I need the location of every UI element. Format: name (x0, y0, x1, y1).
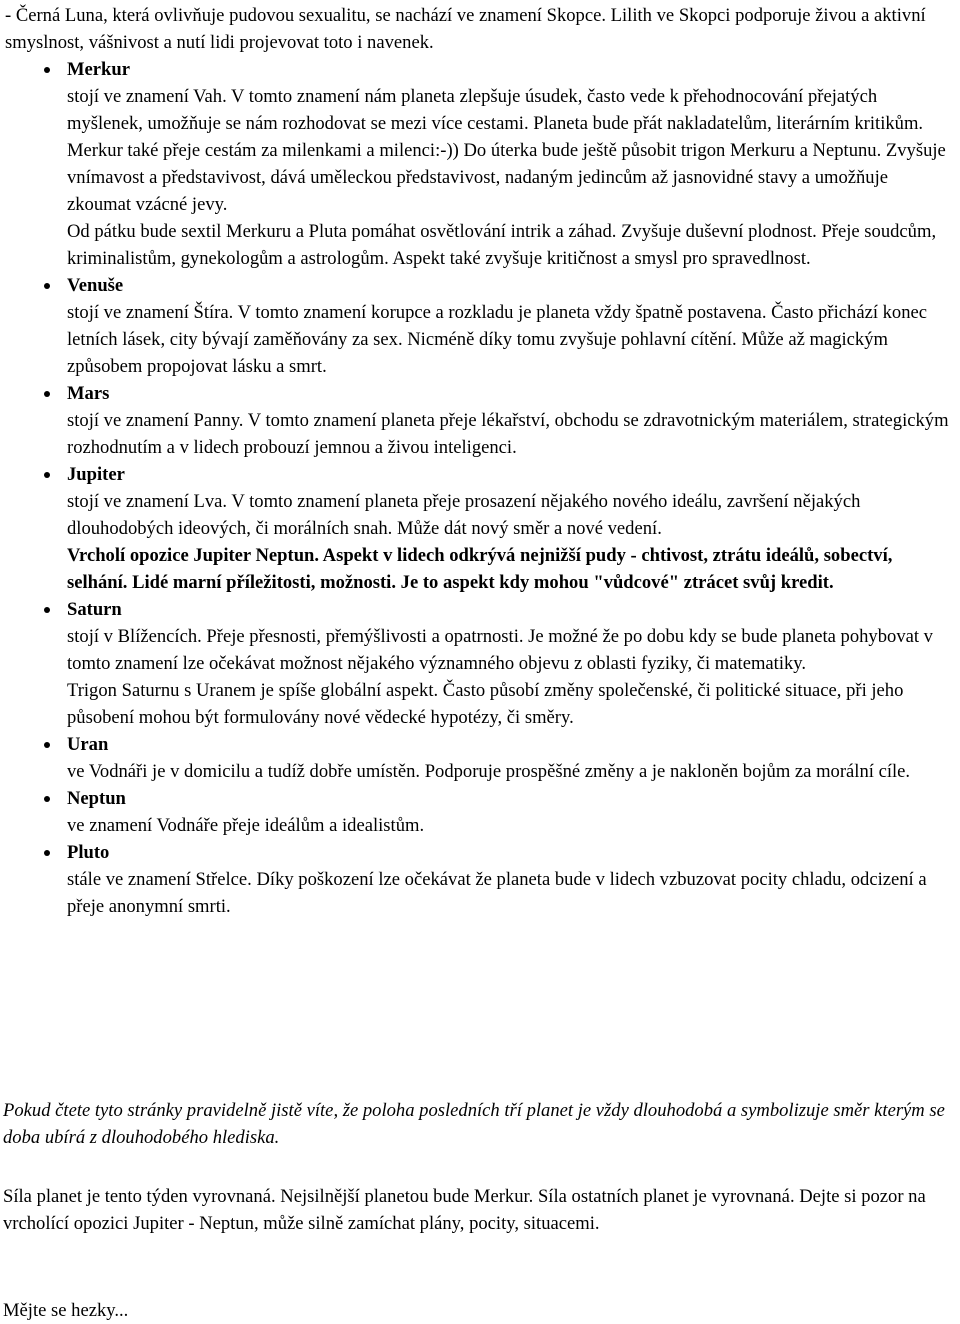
planet-item-mars (0, 380, 960, 461)
planet-name: Uran (67, 734, 109, 755)
bullet-icon (44, 742, 50, 748)
closing-line: Mějte se hezky... (3, 1300, 129, 1321)
bullet-icon (44, 850, 50, 856)
planet-description: stojí ve znamení Vah. V tomto znamení nám planeta zlepšuje úsudek, často vede k přehodnocování přejatých myšlenek, umožňuje se nám rozhodovat se mezi více cestami. Planeta bude přát nakladatelům, literárním kritikům. Merkur také přeje cestám za milenkami a milenci:-)) Do úterka bude ještě působit trigon Merkuru a Neptunu. Zvyšuje vnímavost a představivost, dává uměleckou představivost, nadaným jedincům až jasnovidné stavy a umožňuje zkoumat vzácné jevy. (67, 86, 946, 215)
planet-name: Jupiter (67, 464, 125, 485)
planet-list (0, 56, 960, 920)
planet-item-pluto (0, 839, 960, 920)
planet-item-venuse (0, 272, 960, 380)
planet-description: stojí ve znamení Panny. V tomto znamení planeta přeje lékařství, obchodu se zdravotnickým materiálem, strategickým rozhodnutím a v lidech probouzí jemnou a živou inteligenci. (67, 410, 949, 458)
planet-description: ve Vodnáři je v domicilu a tudíž dobře umístěn. Podporuje prospěšné změny a je nakloněn bojům za morální cíle. (67, 761, 911, 782)
planet-description: stojí ve znamení Štíra. V tomto znamení korupce a rozkladu je planeta vždy špatně postavena. Často přichází konec letních lásek, city bývají zaměňovány za sex. Nicméně díky tomu zvyšuje pohlavní cítění. Může až magickým způsobem propojovat lásku a smrt. (67, 302, 928, 377)
planet-description: stojí v Blížencích. Přeje přesnosti, přemýšlivosti a opatrnosti. Je možné že po dobu kdy se bude planeta pohybovat v tomto znamení lze očekávat možnost nějakého významného objevu z oblasti fyziky, či matematiky. (67, 626, 933, 674)
bullet-icon (44, 607, 50, 613)
bullet-icon (44, 391, 50, 397)
planet-item-jupiter (0, 461, 960, 596)
planet-description: ve znamení Vodnáře přeje ideálům a idealistům. (67, 815, 425, 836)
planet-name: Merkur (67, 59, 130, 80)
bullet-icon (44, 472, 50, 478)
bullet-icon (44, 283, 50, 289)
planet-name: Pluto (67, 842, 110, 863)
planet-item-merkur (0, 56, 960, 272)
planet-item-uran (0, 731, 960, 785)
intro-paragraph (5, 2, 957, 56)
planet-name: Mars (67, 383, 110, 404)
long-term-note: Pokud čtete tyto stránky pravidelně jistě víte, že poloha posledních tří planet je vždy dlouhodobá a symbolizuje směr kterým se doba ubírá z dlouhodobého hlediska. (3, 1100, 945, 1148)
planet-description: Trigon Saturnu s Uranem je spíše globální aspekt. Často působí změny společenské, či politické situace, při jeho působení mohou být formulovány nové vědecké hypotézy, či směry. (67, 680, 904, 728)
planet-name: Neptun (67, 788, 126, 809)
bullet-icon (44, 796, 50, 802)
planet-name: Venuše (67, 275, 124, 296)
planet-item-saturn (0, 596, 960, 731)
planet-description: stojí ve znamení Lva. V tomto znamení planeta přeje prosazení nějakého nového ideálu, završení nějakých dlouhodobých ideových, či morálních snah. Může dát nový směr a nové vedení. (67, 491, 861, 539)
intro-text: - Černá Luna, která ovlivňuje pudovou sexualitu, se nachází ve znamení Skopce. Lilith ve Skopci podporuje živou a aktivní smyslnost, vášnivost a nutí lidi projevovat toto i navenek. (5, 5, 926, 53)
planet-item-neptun (0, 785, 960, 839)
weekly-summary: Síla planet je tento týden vyrovnaná. Nejsilnější planetou bude Merkur. Síla ostatních planet je vyrovnaná. Dejte si pozor na vrcholící opozici Jupiter - Neptun, může silně zamíchat plány, pocity, situacemi. (3, 1186, 926, 1234)
bullet-icon (44, 67, 50, 73)
planet-aspect-highlight: Vrcholí opozice Jupiter Neptun. Aspekt v lidech odkrývá nejnižší pudy - chtivost, ztrátu ideálů, sobectví, selhání. Lidé marní příležitosti, možnosti. Je to aspekt kdy mohou "vůdcové" ztrácet svůj kredit. (67, 545, 893, 593)
planet-description: Od pátku bude sextil Merkuru a Pluta pomáhat osvětlování intrik a záhad. Zvyšuje duševní plodnost. Přeje soudcům, kriminalistům, gynekologům a astrologům. Aspekt také zvyšuje kritičnost a smysl pro spravedlnost. (67, 221, 937, 269)
planet-name: Saturn (67, 599, 122, 620)
planet-description: stále ve znamení Střelce. Díky poškození lze očekávat že planeta bude v lidech vzbuzovat pocity chladu, odcizení a přeje anonymní smrti. (67, 869, 927, 917)
